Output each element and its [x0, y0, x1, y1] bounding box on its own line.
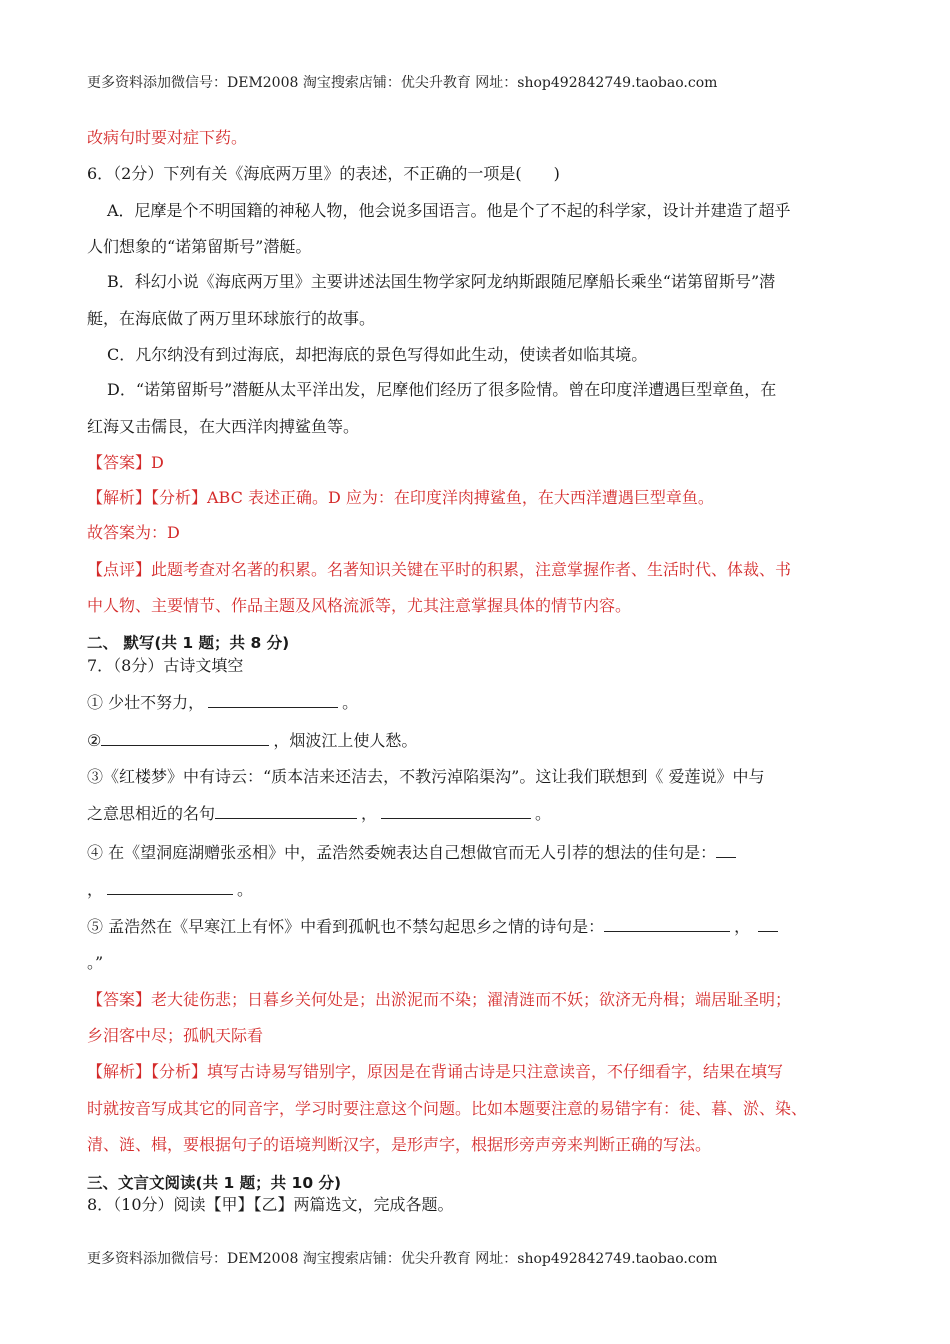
question-7-item-3-line1: ③《红楼梦》中有诗云：“质本洁来还洁去，不教污淖陷渠沟”。这让我们联想到《 爱莲说》中与 — [87, 767, 765, 786]
question-6-option-c: C．凡尔纳没有到过海底，却把海底的景色写得如此生动，使读者如临其境。 — [107, 345, 648, 364]
question-6-comment-line1: 【点评】此题考查对名著的积累。名著知识关键在平时的积累，注意掌握作者、生活时代、体裁、书 — [87, 560, 792, 579]
item-4-blank-2[interactable] — [107, 880, 233, 895]
question-6-option-a-line1: A．尼摩是个不明国籍的神秘人物，他会说多国语言。他是个了不起的科学家，设计并建造了超乎 — [107, 201, 791, 220]
item-4-text: ④ 在《望洞庭湖赠张丞相》中，孟浩然委婉表达自己想做官而无人引荐的想法的佳句是： — [87, 843, 717, 862]
intro-note: 改病句时要对症下药。 — [87, 128, 248, 147]
item-3-comma: ， — [361, 804, 378, 823]
item-1-end: 。 — [342, 693, 359, 712]
item-5-blank-1[interactable] — [604, 917, 730, 932]
item-3-blank-2[interactable] — [381, 804, 531, 819]
item-3-end: 。 — [535, 804, 552, 823]
item-5-text: ⑤ 孟浩然在《早寒江上有怀》中看到孤帆也不禁勾起思乡之情的诗句是： — [87, 917, 605, 936]
question-7-analysis-line1: 【解析】【分析】填写古诗易写错别字，原因是在背诵古诗是只注意读音，不仔细看字，结果在填写 — [87, 1062, 784, 1081]
question-6-option-d-line2: 红海又击儒艮，在大西洋肉搏鲨鱼等。 — [87, 417, 360, 436]
question-6-stem: 6．（2分）下列有关《海底两万里》的表述，不正确的一项是( ) — [87, 164, 560, 183]
item-1-text: ① 少壮不努力， — [87, 693, 205, 712]
question-6-answer: 【答案】D — [87, 453, 164, 472]
page-header: 更多资料添加微信号：DEM2008 淘宝搜索店铺：优尖升教育 网址：shop492842749.taobao.com — [87, 75, 718, 91]
question-7-answer-line2: 乡泪客中尽；孤帆天际看 — [87, 1026, 264, 1045]
question-7-analysis-line3: 清、涟、楫，要根据句子的语境判断汉字，是形声字，根据形旁声旁来判断正确的写法。 — [87, 1135, 712, 1154]
item-3-text: 之意思相近的名句 — [87, 804, 216, 823]
question-7-item-4-line2 — [87, 880, 253, 900]
question-8-stem: 8．（10分）阅读【甲】【乙】两篇选文，完成各题。 — [87, 1195, 454, 1214]
question-6-option-b-line1: B．科幻小说《海底两万里》主要讲述法国生物学家阿龙纳斯跟随尼摩船长乘坐“诺第留斯号”潜 — [107, 272, 776, 291]
question-7-item-3-line2 — [87, 804, 551, 824]
question-7-stem: 7．（8分）古诗文填空 — [87, 656, 244, 675]
question-6-comment-line2: 中人物、主要情节、作品主题及风格流派等，尤其注意掌握具体的情节内容。 — [87, 596, 632, 615]
question-7-item-4-line1 — [87, 843, 740, 863]
item-2-marker: ② — [87, 731, 102, 750]
item-4-blank-1[interactable] — [716, 843, 736, 858]
question-7-item-2 — [87, 731, 417, 751]
section-2-heading: 二、 默写(共 1 题；共 8 分) — [87, 634, 290, 652]
item-3-blank-1[interactable] — [215, 804, 357, 819]
question-6-option-d-line1: D．“诺第留斯号”潜艇从太平洋出发，尼摩他们经历了很多险情。曾在印度洋遭遇巨型章鱼，在 — [107, 380, 777, 399]
item-2-blank[interactable] — [101, 731, 269, 746]
question-7-item-5-line2: 。” — [87, 953, 104, 972]
item-4-end: 。 — [237, 880, 254, 899]
question-6-option-b-line2: 艇，在海底做了两万里环球旅行的故事。 — [87, 309, 376, 328]
item-5-comma: ， — [734, 917, 751, 936]
item-1-blank[interactable] — [208, 693, 338, 708]
item-2-text: ，烟波江上使人愁。 — [273, 731, 418, 750]
question-7-answer-line1: 【答案】老大徒伤悲；日暮乡关何处是；出淤泥而不染；濯清涟而不妖；欲济无舟楫；端居耻圣明； — [87, 990, 792, 1009]
question-6-analysis: 【解析】【分析】ABC 表述正确。D 应为：在印度洋肉搏鲨鱼，在大西洋遭遇巨型章鱼。 — [87, 488, 714, 507]
question-7-item-1 — [87, 693, 358, 713]
section-3-heading: 三、文言文阅读(共 1 题；共 10 分) — [87, 1174, 342, 1192]
item-5-blank-2[interactable] — [758, 917, 778, 932]
question-7-item-5-line1 — [87, 917, 782, 937]
item-4-comma: ， — [87, 880, 104, 899]
question-7-analysis-line2: 时就按音写成其它的同音字，学习时要注意这个问题。比如本题要注意的易错字有：徒、暮、淤、染、 — [87, 1099, 808, 1118]
question-6-final: 故答案为：D — [87, 523, 180, 542]
page-footer: 更多资料添加微信号：DEM2008 淘宝搜索店铺：优尖升教育 网址：shop492842749.taobao.com — [87, 1251, 718, 1267]
question-6-option-a-line2: 人们想象的“诺第留斯号”潜艇。 — [87, 237, 312, 256]
